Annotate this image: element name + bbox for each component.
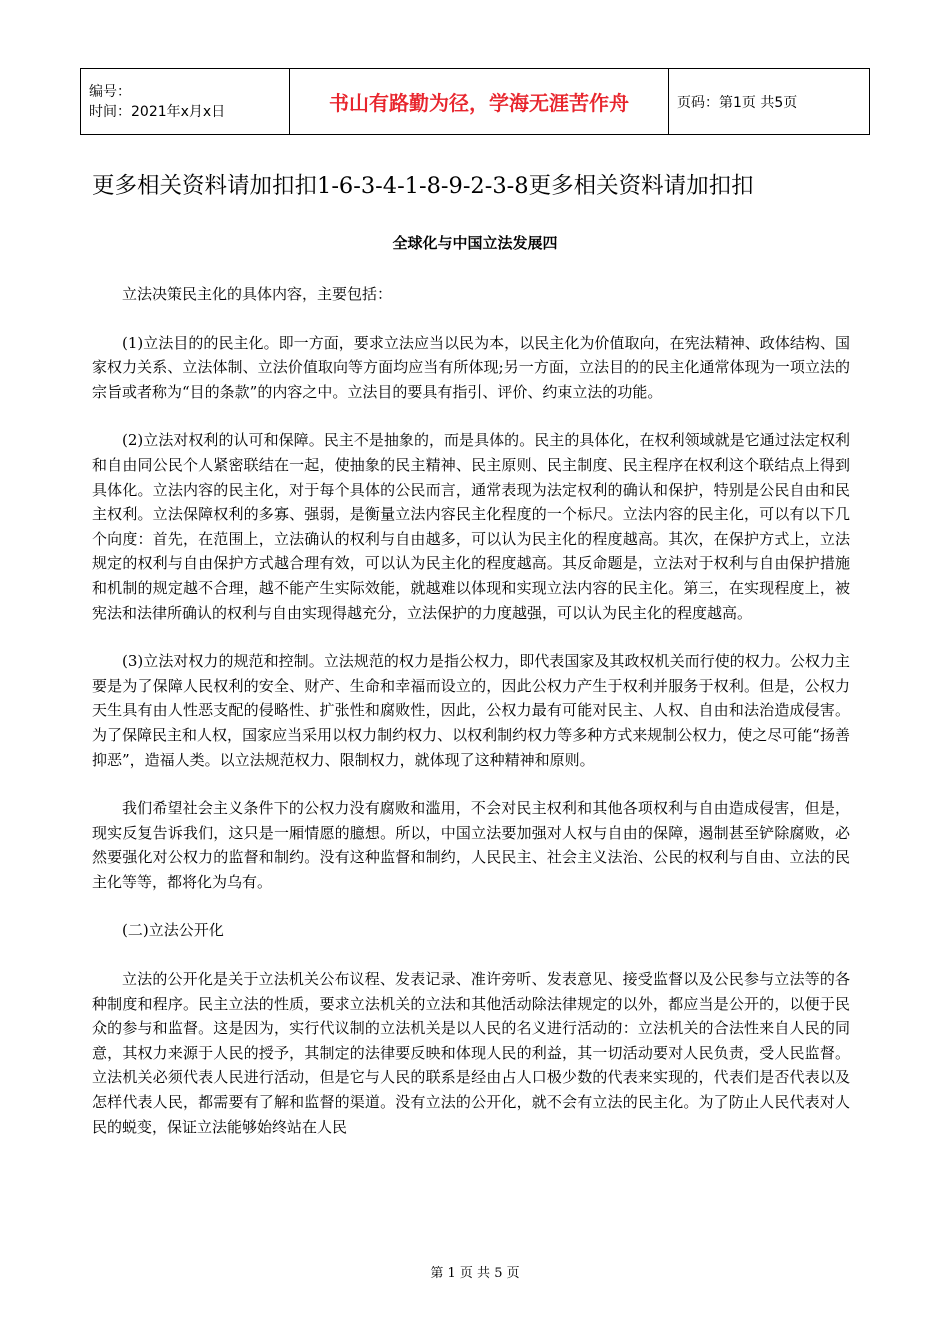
document-title: 全球化与中国立法发展四 <box>392 234 558 252</box>
header-motto: 书山有路勤为径，学海无涯苦作舟 <box>290 69 669 135</box>
header-page-info: 页码：第1页 共5页 <box>669 69 870 135</box>
document-date: 时间：2021年x月x日 <box>89 103 226 120</box>
header-table <box>80 68 870 135</box>
paragraph: 立法决策民主化的具体内容，主要包括： <box>122 285 393 303</box>
paragraph: (1)立法目的的民主化。即一方面，要求立法应当以民为本，以民主化为价值取向，在宪法精神、政体结构、国家权力关系、立法体制、立法价值取向等方面均应当有所体现;另一方面，立法目的的民主化通常体现为一项立法的宗旨或者称为“目的条款”的内容之中。立法目的要具有指引、评价、约束立法的功能。 <box>92 333 850 401</box>
section-heading: (二)立法公开化 <box>122 921 224 940</box>
document-number-label: 编号： <box>89 83 131 100</box>
header-meta-cell <box>81 69 290 135</box>
page-footer: 第 1 页 共 5 页 <box>430 1266 520 1281</box>
paragraph: (3)立法对权力的规范和控制。立法规范的权力是指公权力，即代表国家及其政权机关而行使的权力。公权力主要是为了保障人民权利的安全、财产、生命和幸福而设立的，因此公权力产生于权利并服务于权利。但是，公权力天生具有由人性恶支配的侵略性、扩张性和腐败性，因此，公权力最有可能对民主、人权、自由和法治造成侵害。为了保障民主和人权，国家应当采用以权力制约权力、以权利制约权力等多种方式来规制公权力，使之尽可能“扬善抑恶”，造福人类。以立法规范权力、限制权力，就体现了这种精神和原则。 <box>92 652 850 769</box>
paragraph: 立法的公开化是关于立法机关公布议程、发表记录、准许旁听、发表意见、接受监督以及公民参与立法等的各种制度和程序。民主立法的性质，要求立法机关的立法和其他活动除法律规定的以外，都应当是公开的，以便于民众的参与和监督。这是因为，实行代议制的立法机关是以人民的名义进行活动的：立法机关的合法性来自人民的同意，其权力来源于人民的授予，其制定的法律要反映和体现人民的利益，其一切活动要对人民负责，受人民监督。立法机关必须代表人民进行活动，但是它与人民的联系是经由占人口极少数的代表来实现的，代表们是否代表以及怎样代表人民，都需要有了解和监督的渠道。没有立法的公开化，就不会有立法的民主化。为了防止人民代表对人民的蜕变，保证立法能够始终站在人民 <box>92 970 850 1136</box>
promo-line: 更多相关资料请加扣扣1-6-3-4-1-8-9-2-3-8更多相关资料请加扣扣 <box>92 173 754 199</box>
document-body <box>92 282 850 1163</box>
paragraph: 我们希望社会主义条件下的公权力没有腐败和滥用，不会对民主权利和其他各项权利与自由造成侵害，但是，现实反复告诉我们，这只是一厢情愿的臆想。所以，中国立法要加强对人权与自由的保障，遏制甚至铲除腐败，必然要强化对公权力的监督和制约。没有这种监督和制约，人民民主、社会主义法治、公民的权利与自由、立法的民主化等等，都将化为乌有。 <box>92 799 850 891</box>
paragraph: (2)立法对权利的认可和保障。民主不是抽象的，而是具体的。民主的具体化，在权利领域就是它通过法定权利和自由同公民个人紧密联结在一起，使抽象的民主精神、民主原则、民主制度、民主程序在权利这个联结点上得到具体化。立法内容的民主化，对于每个具体的公民而言，通常表现为法定权利的确认和保护，特别是公民自由和民主权利。立法保障权利的多寡、强弱，是衡量立法内容民主化程度的一个标尺。立法内容的民主化，可以有以下几个向度：首先，在范围上，立法确认的权利与自由越多，可以认为民主化的程度越高。其次，在保护方式上，立法规定的权利与自由保护方式越合理有效，可以认为民主化的程度越高。其反命题是，立法对于权利与自由保护措施和机制的规定越不合理，越不能产生实际效能，就越难以体现和实现立法内容的民主化。第三，在实现程度上，被宪法和法律所确认的权利与自由实现得越充分，立法保护的力度越强，可以认为民主化的程度越高。 <box>92 431 850 622</box>
